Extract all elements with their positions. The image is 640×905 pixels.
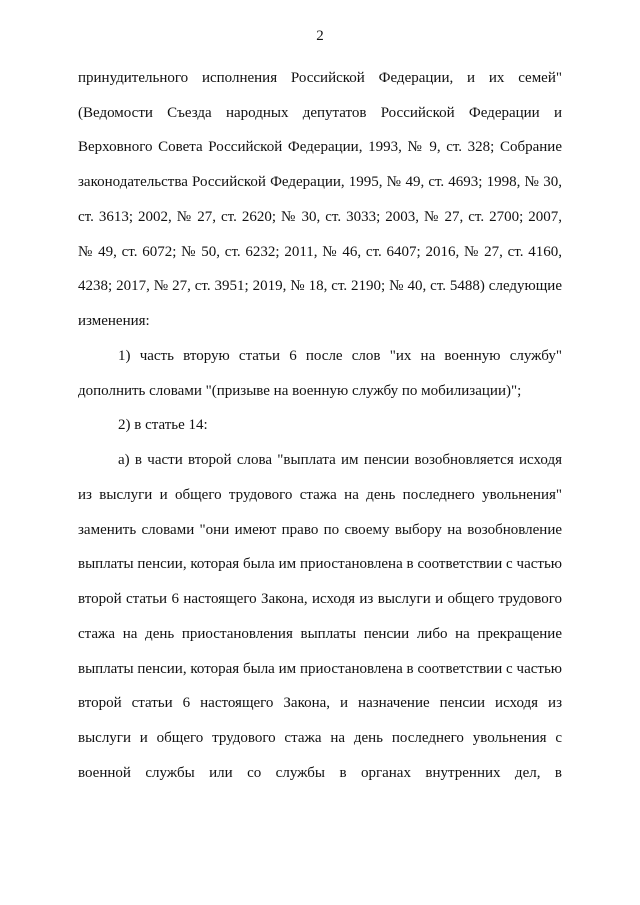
text-line: принудительного исполнения Российской Федерации, и их семей" — [78, 70, 562, 86]
text-line: из выслуги и общего трудового стажа на день последнего увольнения" — [78, 487, 562, 503]
list-item-2: 2) в статье 14: — [118, 417, 208, 433]
text-line: выплаты пенсии, которая была им приостановлена в соответствии с частью — [78, 661, 562, 677]
text-line: стажа на день приостановления выплаты пенсии либо на прекращение — [78, 626, 562, 642]
text-line: Верховного Совета Российской Федерации, 1993, № 9, ст. 328; Собрание — [78, 139, 562, 155]
text-line: № 49, ст. 6072; № 50, ст. 6232; 2011, № 46, ст. 6407; 2016, № 27, ст. 4160, — [78, 244, 562, 260]
text-line: дополнить словами "(призыве на военную службу по мобилизации)"; — [78, 383, 522, 399]
text-line: военной службы или со службы в органах внутренних дел, в — [78, 765, 562, 781]
sub-item-a: а) в части второй слова "выплата им пенсии возобновляется исходя — [118, 452, 562, 468]
text-line: изменения: — [78, 313, 150, 329]
text-line: второй статьи 6 настоящего Закона, исходя из выслуги и общего трудового — [78, 591, 562, 607]
text-line: 4238; 2017, № 27, ст. 3951; 2019, № 18, ст. 2190; № 40, ст. 5488) следующие — [78, 278, 562, 294]
text-line: ст. 3613; 2002, № 27, ст. 2620; № 30, ст. 3033; 2003, № 27, ст. 2700; 2007, — [78, 209, 562, 225]
text-line: заменить словами "они имеют право по своему выбору на возобновление — [78, 522, 562, 538]
text-line: выплаты пенсии, которая была им приостановлена в соответствии с частью — [78, 556, 562, 572]
text-line: законодательства Российской Федерации, 1995, № 49, ст. 4693; 1998, № 30, — [78, 174, 562, 190]
list-item-1: 1) часть вторую статьи 6 после слов "их на военную службу" — [118, 348, 562, 364]
text-line: выслуги и общего трудового стажа на день последнего увольнения с — [78, 730, 562, 746]
text-line: (Ведомости Съезда народных депутатов Российской Федерации и — [78, 105, 562, 121]
text-line: второй статьи 6 настоящего Закона, и назначение пенсии исходя из — [78, 695, 562, 711]
page-number: 2 — [316, 28, 324, 44]
